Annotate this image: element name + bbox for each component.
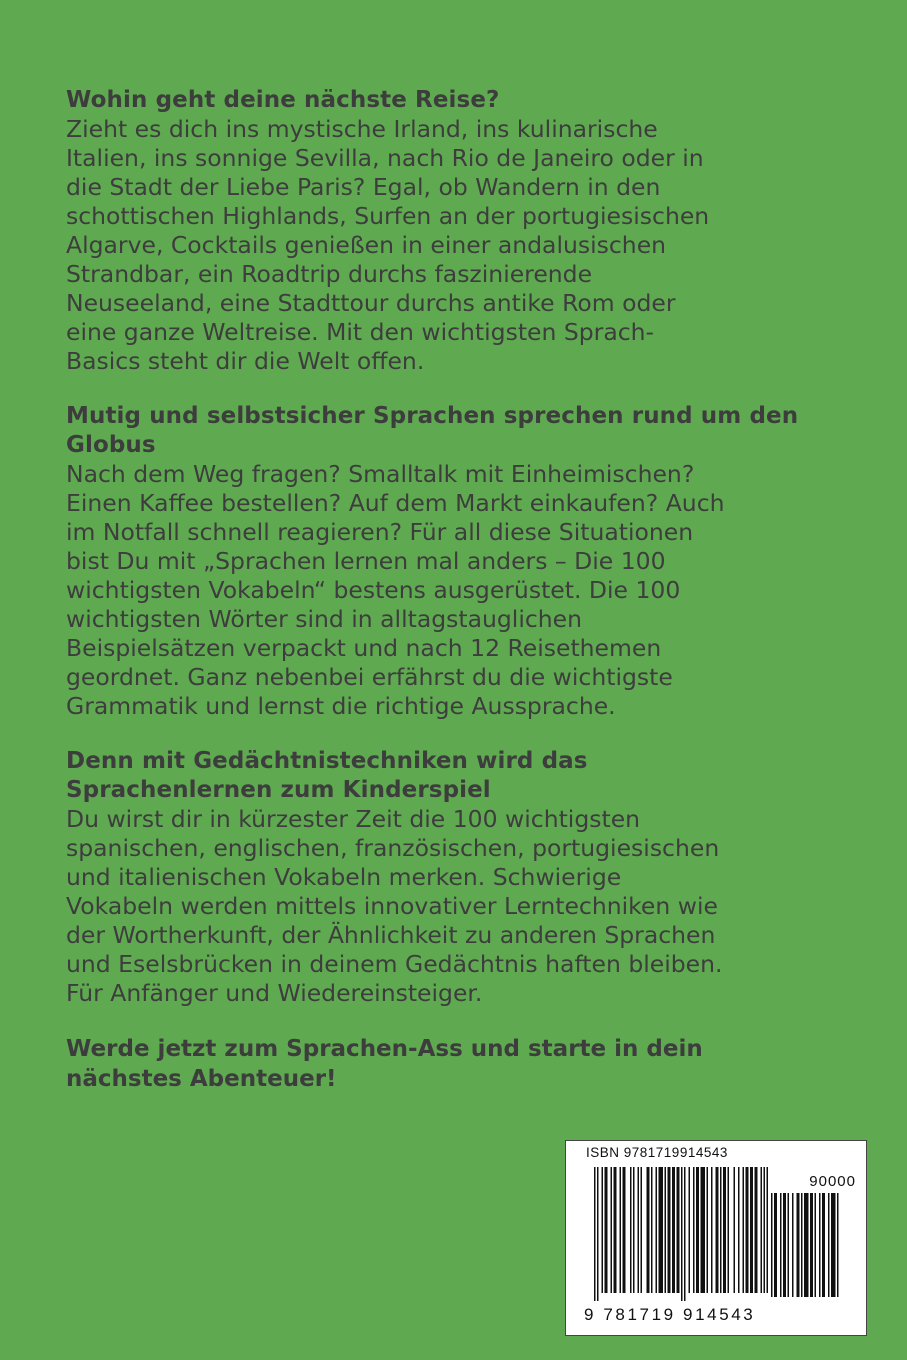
body-line: die Stadt der Liebe Paris? Egal, ob Wandern in den [66,173,661,201]
closing-line: nächstes Abenteuer! [66,1066,337,1092]
body-line: Basics steht dir die Welt offen. [66,347,425,375]
body-line: im Notfall schnell reagieren? Für all diese Situationen [66,518,694,546]
barcode-bar [767,1167,769,1293]
body-line: Algarve, Cocktails genießen in einer andalusischen [66,231,667,259]
barcode-bar [804,1193,809,1297]
closing-line: Werde jetzt zum Sprachen-Ass und starte in dein [66,1036,703,1062]
barcode-bar [633,1167,635,1293]
barcode-bar [831,1193,836,1297]
section-body [66,115,856,376]
barcode-bar [656,1167,658,1293]
section-body [66,805,856,1008]
body-line: Grammatik und lernst die richtige Aussprache. [66,692,616,720]
barcode-bar [689,1167,691,1293]
barcode-bar [837,1193,839,1297]
body-line: Zieht es dich ins mystische Irland, ins kulinarische [66,115,658,143]
body-line: Du wirst dir in kürzester Zeit die 100 wichtigsten [66,805,641,833]
barcode-bar [597,1167,599,1301]
barcode-bar [677,1167,680,1293]
back-cover-text [66,86,856,1094]
barcode-bar [771,1193,773,1297]
barcode-bar [630,1167,632,1293]
barcode-bar [792,1193,794,1297]
barcode-bar [602,1167,604,1293]
barcode-bar [701,1167,706,1293]
body-line: Neuseeland, eine Stadttour durchs antike Rom oder [66,289,676,317]
barcode-bar [668,1167,671,1293]
ean-digits: 9 781719 914543 [584,1305,756,1324]
closing-call-to-action [66,1034,856,1094]
barcode-bar [746,1167,749,1293]
barcode-bar [822,1193,825,1297]
barcode-bar [638,1167,640,1293]
addon-bars [771,1193,855,1303]
barcode-bar [620,1167,622,1293]
body-line: schottischen Highlands, Surfen an der portugiesischen [66,202,710,230]
heading-line: Denn mit Gedächtnistechniken wird das [66,748,588,774]
barcode-bar [738,1167,740,1293]
body-line: Einen Kaffee bestellen? Auf dem Markt einkaufen? Auch [66,489,725,517]
barcode-bar [665,1167,667,1293]
body-line: Für Anfänger und Wiedereinsteiger. [66,979,483,1007]
barcode-bar [681,1167,683,1301]
barcode-bar [783,1193,786,1297]
body-line: Strandbar, ein Roadtrip durchs faszinierende [66,260,593,288]
section-globe [66,402,856,721]
barcode-bar [734,1167,736,1293]
barcode-bar [594,1167,596,1301]
body-line: wichtigsten Wörter sind in alltagstauglichen [66,605,583,633]
barcode-bar [750,1167,753,1293]
barcode-bar [774,1193,777,1297]
barcode-bar [623,1167,626,1293]
barcode-bar [693,1167,695,1293]
body-line: Italien, ins sonnige Sevilla, nach Rio de Janeiro oder in [66,144,704,172]
barcode-bar [605,1167,608,1293]
body-line: und Eselsbrücken in deinem Gedächtnis haften bleiben. [66,950,723,978]
barcode-bar [801,1193,803,1297]
body-line: und italienischen Vokabeln merken. Schwierige [66,863,622,891]
barcode-bar [810,1193,813,1297]
barcode-bar [707,1167,709,1293]
heading-line: Globus [66,432,156,458]
barcode-bar [819,1193,821,1297]
barcode-bar [761,1167,763,1293]
barcode-bar [684,1167,686,1301]
heading-line: Mutig und selbstsicher Sprachen sprechen rund um den [66,403,799,429]
body-line: wichtigsten Vokabeln“ bestens ausgerüstet. Die 100 [66,576,681,604]
barcode-bar [716,1167,719,1293]
barcode-bar [672,1167,675,1293]
heading-line: Sprachenlernen zum Kinderspiel [66,777,491,803]
barcode-bar [797,1193,800,1297]
section-heading: Wohin geht deine nächste Reise? [66,87,500,113]
body-line: Beispielsätzen verpackt und nach 12 Reisethemen [66,634,662,662]
barcode-bar [743,1167,745,1293]
barcode-bar [728,1167,730,1293]
barcode-bar [696,1167,699,1293]
isbn-label: ISBN 9781719914543 [586,1145,728,1160]
barcode-bar [711,1167,713,1293]
body-line: geordnet. Ganz nebenbei erfährst du die wichtigste [66,663,673,691]
section-heading [66,402,856,460]
section-travel [66,86,856,376]
ean-bars [594,1167,772,1307]
body-line: bist Du mit „Sprachen lernen mal anders – Die 100 [66,547,666,575]
barcode-bar [828,1193,830,1297]
barcode-bar [788,1193,790,1297]
barcode-bar [659,1167,664,1293]
body-line: Nach dem Weg fragen? Smalltalk mit Einheimischen? [66,460,695,488]
barcode-bar [611,1167,613,1293]
section-body [66,460,856,721]
body-line: spanischen, englischen, französischen, portugiesischen [66,834,720,862]
section-heading [66,747,856,805]
price-code: 90000 [809,1173,856,1190]
body-line: Vokabeln werden mittels innovativer Lerntechniken wie [66,892,718,920]
barcode-bar [647,1167,650,1293]
section-memory [66,747,856,1008]
barcode-bar [720,1167,722,1293]
barcode-bar [815,1193,817,1297]
barcode-bar [641,1167,643,1293]
barcode-bar [723,1167,726,1293]
body-line: eine ganze Weltreise. Mit den wichtigsten Sprach- [66,318,655,346]
barcode-bar [755,1167,758,1293]
isbn-barcode [565,1140,867,1336]
barcode-bar [614,1167,617,1293]
barcode-bar [780,1193,782,1297]
barcode-bar [764,1167,766,1293]
body-line: der Wortherkunft, der Ähnlichkeit zu anderen Sprachen [66,921,716,949]
barcode-bar [651,1167,653,1293]
